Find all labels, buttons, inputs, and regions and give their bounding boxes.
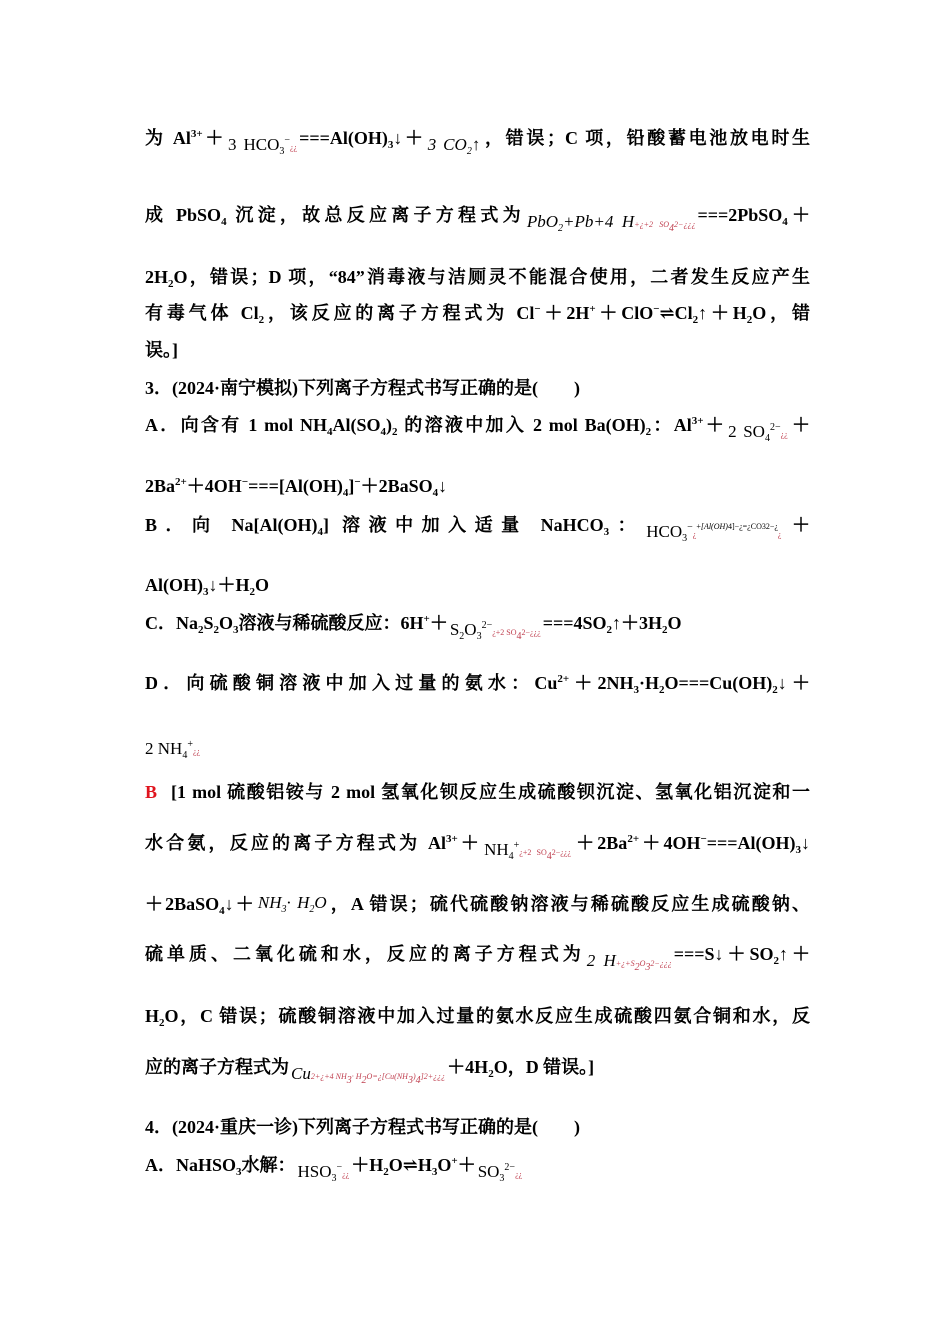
text-line: 有毒气体 $Cl_2$，该反应的离子方程式为 $Cl^-+2H^++ClO^-\rightleftharpoons Cl_2↑+H_2O$，错 bbox=[145, 303, 810, 326]
answer-line: B [1 mol 硫酸铝铵与 2 mol 氢氧化钡反应生成硫酸钡沉淀、氢氧化铝沉淀和一 bbox=[145, 782, 810, 802]
question-3-stem: 3．(2024·南宁模拟)下列离子方程式书写正确的是( ) bbox=[145, 378, 580, 398]
option-c: C．$Na_2S_2O_3$溶液与稀硫酸反应：$6H^++ S_2O_3^{2-}¿+2$ $SO_42-¿¿¿$ $===4SO_2↑+3H_2O$ bbox=[145, 613, 682, 642]
answer-key: B bbox=[145, 782, 158, 802]
text-line: 成 PbSO$_4$ 沉淀，故总反应离子方程式为 PbO$_2$+Pb+4 H+¿+2 $SO_42-¿¿¿$ ===2PbSO$_4$＋ bbox=[145, 205, 811, 234]
text-line: 硫单质、二氧化硫和水，反应的离子方程式为 2 $H+¿+S_2O_32-¿¿¿$ $===S↓+SO_2↑+$ bbox=[145, 944, 811, 973]
text-line: 应的离子方程式为 Cu2+¿+4 $NH_3\cdot$ $H_2O=¿[Cu(NH_3)_4]2+¿¿¿ +4H_2O$，D 错误。] bbox=[145, 1057, 595, 1086]
text-line: 为 $Al^{3+}+ 3$ $HCO_3^-¿¿$ $===Al(OH)_3↓+ 3$ $CO_2↑$ ，错误；C 项，铅酸蓄电池放电时生 bbox=[145, 128, 811, 157]
text-line: 误。] bbox=[145, 340, 178, 360]
option-a-q4: A．NaHSO$_3$水解： $HSO_3^-¿¿$ $+H_2O\rightleftharpoons H_3O^++$ $SO_3^{2-}¿¿$ bbox=[145, 1155, 523, 1184]
option-d-cont: 2 $NH_4^+¿¿$ bbox=[145, 739, 201, 761]
option-a: A．向含有 1 mol $NH_4Al(SO_4)_2$ 的溶液中加入 2 mol $Ba(OH)_2$：$Al^{3+}+ 2$ $SO_4^{2-}¿¿$ ＋ bbox=[145, 415, 810, 444]
text-line: $H_2O$，C 错误；硫酸铜溶液中加入过量的氨水反应生成硫酸四氨合铜和水，反 bbox=[145, 1006, 810, 1029]
text-line: 水合氨，反应的离子方程式为 $Al^{3+}+$ $NH_4^+¿+2$ $SO_42-¿¿¿$ $+2Ba^{2+}+4OH^-===Al(OH)_3↓$ bbox=[145, 833, 810, 862]
text-line: ＋2BaSO$_4$↓＋ $NH_3\cdot H_2O$ ，A 错误；硫代硫酸钠溶液与稀硫酸反应生成硫酸钠、 bbox=[145, 893, 810, 917]
option-b: B．向 $Na[Al(OH)_4]$ 溶液中加入适量 NaHCO$_3$： $HCO_3^-¿^{+[Al(OH)4]-¿=¿CO32-¿}¿$ ＋ bbox=[145, 515, 810, 544]
text-line: $2H_2O$，错误；D 项，“84”消毒液与洁厕灵不能混合使用，二者发生反应产生 bbox=[145, 267, 810, 290]
option-b-cont: $Al(OH)_3↓+H_2O$ bbox=[145, 575, 270, 598]
question-4-stem: 4．(2024·重庆一诊)下列离子方程式书写正确的是( ) bbox=[145, 1117, 580, 1137]
option-d: D．向硫酸铜溶液中加入过量的氨水：$Cu^{2+}+2NH_3\cdot H_2O===Cu(OH)_2↓+$ bbox=[145, 673, 810, 696]
option-a-cont: $2Ba^{2+}+4OH^-===[Al(OH)_4]^-+2BaSO_4↓$ bbox=[145, 476, 448, 499]
